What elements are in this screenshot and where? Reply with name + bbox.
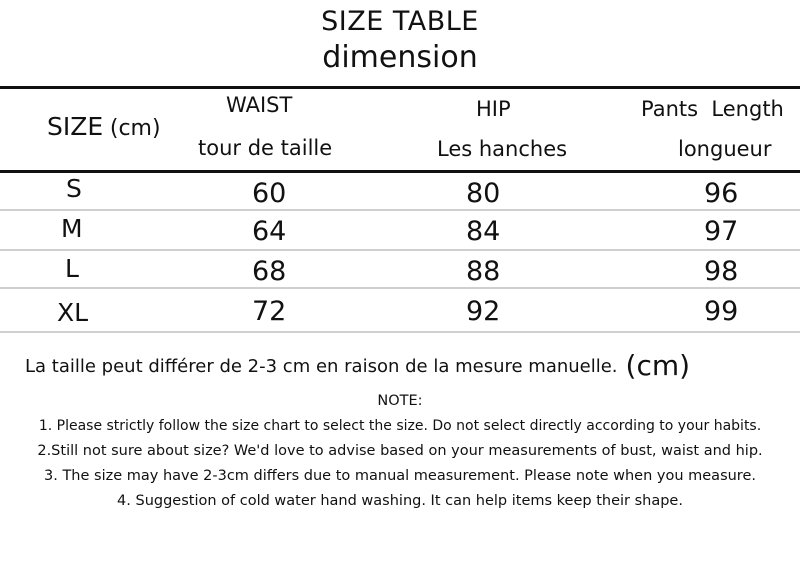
length-header-line1: Pants Length bbox=[641, 97, 784, 121]
size-header-label: SIZE bbox=[47, 112, 104, 141]
notes-heading: NOTE: bbox=[377, 393, 423, 409]
row-divider bbox=[0, 287, 800, 289]
table-top-rule bbox=[0, 86, 800, 89]
length-value-xl: 99 bbox=[704, 296, 739, 327]
waist-value-xl: 72 bbox=[252, 296, 287, 327]
size-header-unit: (cm) bbox=[109, 116, 161, 141]
note-item: 1. Please strictly follow the size chart to select the size. Do not select directly according to your habits. bbox=[38, 418, 762, 434]
row-size-xl: XL bbox=[57, 298, 89, 327]
row-size-m: M bbox=[61, 214, 83, 243]
length-value-s: 96 bbox=[704, 178, 739, 209]
hip-value-m: 84 bbox=[466, 216, 501, 247]
hip-header-line1: HIP bbox=[476, 97, 511, 121]
note-item: 3. The size may have 2-3cm differs due to manual measurement. Please note when you measure. bbox=[44, 468, 756, 484]
header-bottom-rule bbox=[0, 170, 800, 173]
row-size-l: L bbox=[65, 254, 79, 283]
measurement-note-text: La taille peut différer de 2-3 cm en raison de la mesure manuelle. bbox=[25, 356, 618, 377]
page-title: SIZE TABLE bbox=[321, 6, 479, 37]
hip-value-l: 88 bbox=[466, 256, 501, 287]
waist-value-m: 64 bbox=[252, 216, 287, 247]
length-value-m: 97 bbox=[704, 216, 739, 247]
row-divider bbox=[0, 209, 800, 211]
hip-value-s: 80 bbox=[466, 178, 501, 209]
waist-header-line2: tour de taille bbox=[198, 136, 333, 160]
hip-value-xl: 92 bbox=[466, 296, 501, 327]
note-item: 2.Still not sure about size? We'd love to advise based on your measurements of bust, waist and hip. bbox=[37, 443, 763, 459]
waist-header-line1: WAIST bbox=[226, 93, 293, 117]
measurement-note-unit: (cm) bbox=[625, 349, 691, 382]
measurement-note bbox=[25, 346, 691, 382]
hip-header-line2: Les hanches bbox=[437, 137, 568, 161]
row-size-s: S bbox=[66, 174, 82, 203]
size-column-header bbox=[47, 112, 161, 141]
note-item: 4. Suggestion of cold water hand washing. It can help items keep their shape. bbox=[117, 493, 683, 509]
length-header-line2: longueur bbox=[678, 137, 772, 161]
row-divider bbox=[0, 249, 800, 251]
waist-value-l: 68 bbox=[252, 256, 287, 287]
page-subtitle: dimension bbox=[322, 40, 478, 75]
waist-value-s: 60 bbox=[252, 178, 287, 209]
length-value-l: 98 bbox=[704, 256, 739, 287]
table-bottom-rule bbox=[0, 331, 800, 333]
